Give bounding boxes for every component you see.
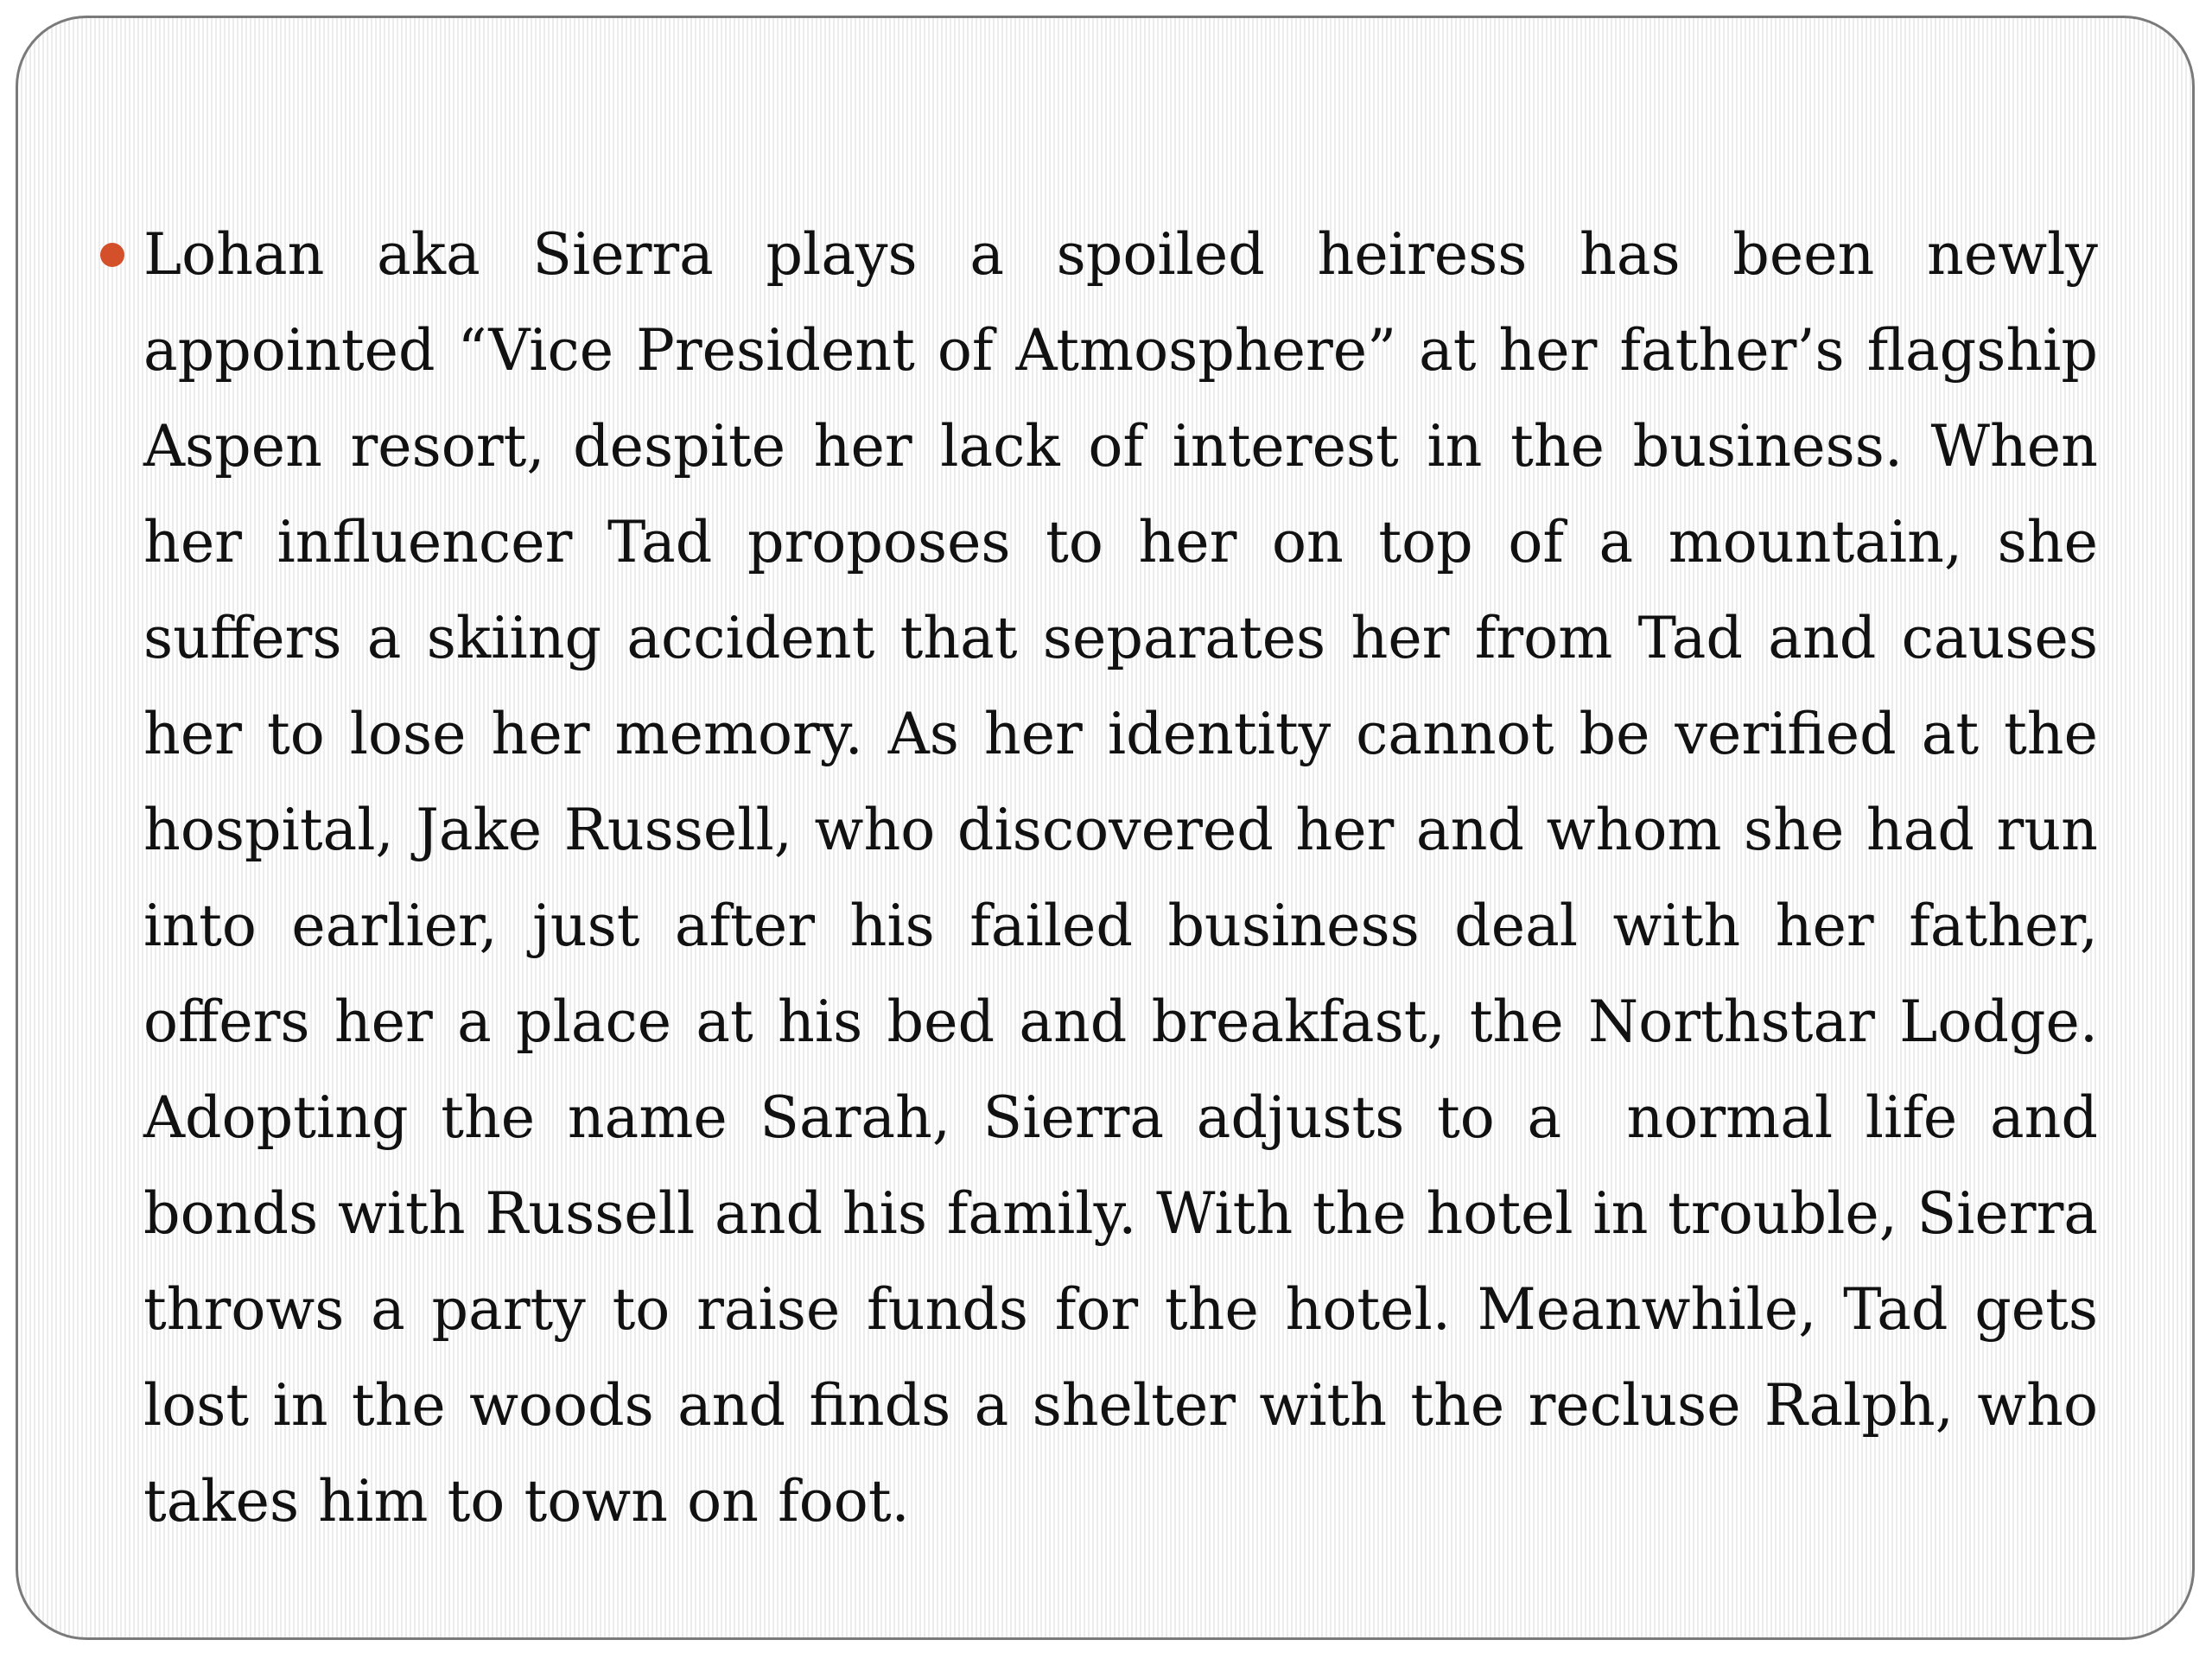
slide-content bbox=[143, 207, 2137, 1549]
bullet-paragraph: Lohan aka Sierra plays a spoiled heiress has been newly appointed “Vice President of Atmosphere” at her father’s flagship Aspen resort, despite her lack of interest in the business. When her influencer Tad proposes to her on top of a mountain, she suffers a skiing accident that separates her from Tad and causes her to lose her memory. As her identity cannot be verified at the hospital, Jake Russell, who discovered her and whom she had run into earlier, just after his failed business deal with her father, offers her a place at his bed and breakfast, the Northstar Lodge. Adopting the name Sarah, Sierra adjusts to a normal life and bonds with Russell and his family. With the hotel in trouble, Sierra throws a party to raise funds for the hotel. Meanwhile, Tad gets lost in the woods and finds a shelter with the recluse Ralph, who takes him to town on foot. bbox=[143, 220, 2137, 1535]
slide-frame bbox=[16, 16, 2195, 1640]
bullet-dot-icon bbox=[100, 243, 124, 267]
